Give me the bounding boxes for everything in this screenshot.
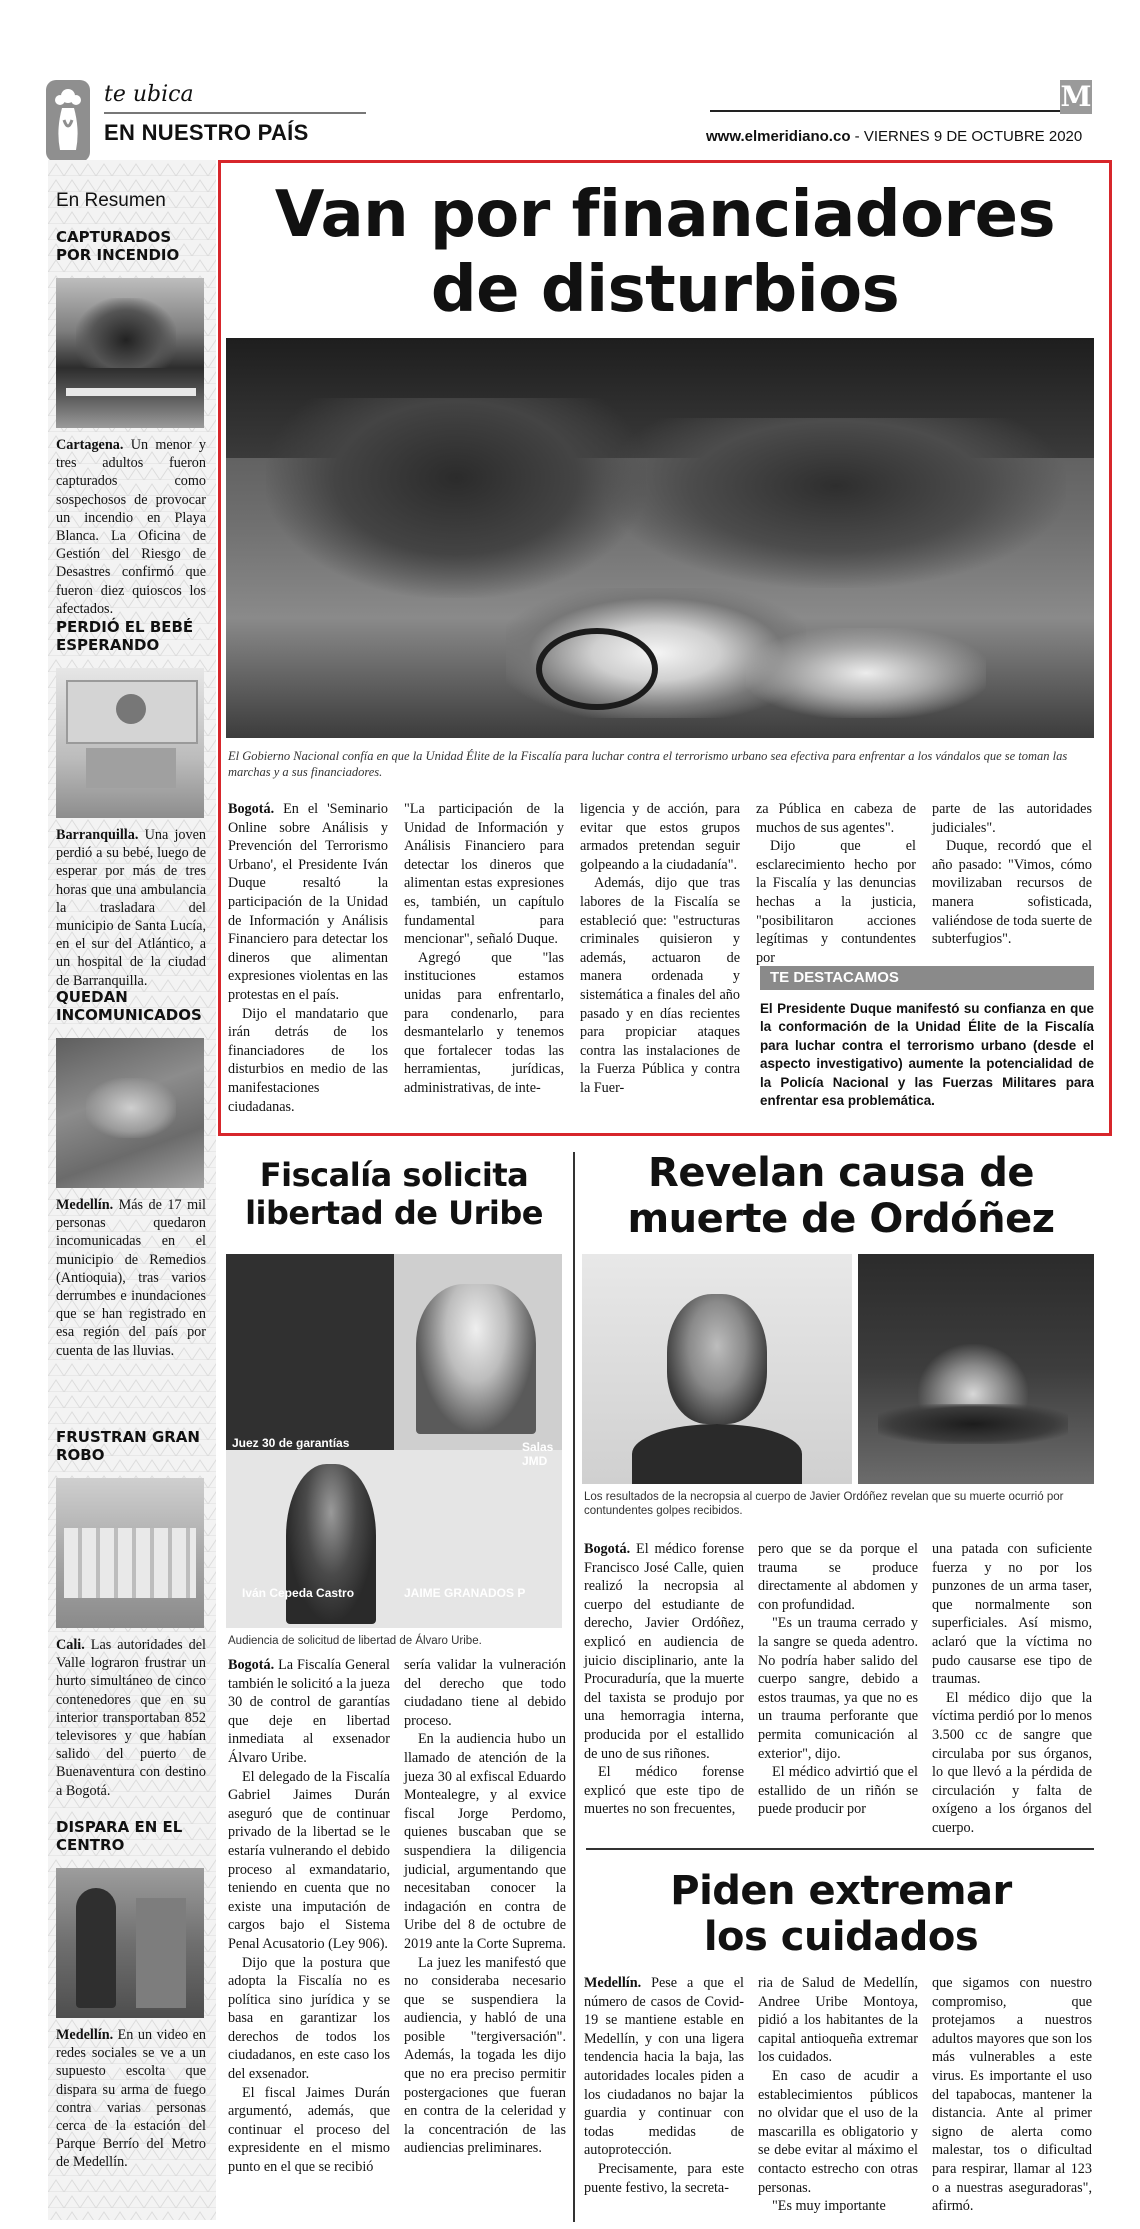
highlight-text: El Presidente Duque manifestó su confianza en que la conformación de la Unidad Élite de la Fiscalía para luchar contra el terrorismo urbano (desde el aspecto investigativo) aumente la potencialidad de la Policía Nacional y las Fuerzas Militares para enfrentar esa problemática.: [760, 1001, 1094, 1109]
uribe-headline-line1: Fiscalía solicita: [259, 1156, 529, 1194]
riot-photo: [226, 338, 1094, 738]
cuidados-col-3: que sigamos con nuestro compromiso, que protejamos a nuestros adultos mayores que son los más vulnerables a este virus. Es importante el uso del tapabocas, mantener la distancia. Ante al primer signo de alerta como malestar, tos o dificultad para respirar, llamar al 123 o a nuestras aseguradoras", afirmó.: [932, 1975, 1092, 2215]
sidebar-heading-robo: FRUSTRAN GRAN ROBO: [56, 1428, 200, 1464]
cuidados-col-1: Medellín. Pese a que el número de casos de Covid-19 se mantiene estable en Medellín, y con una ligera tendencia hacia la baja, las autoridades locales piden a los ciudadanos no bajar la guardia y continuar con todas medidas de autoprotección. Precisamente, para este puente festivo, la secreta-: [584, 1975, 744, 2196]
sidebar-text-dispara: Medellín. En un video en redes sociales se ve a un supuesto escolta que dispara su arma de fuego contra varias personas cerca de la estación del Parque Berrío del Metro de Medellín.: [56, 2027, 206, 2171]
sidebar-heading-capturados: CAPTURADOS POR INCENDIO: [56, 228, 180, 264]
video-label-room: Salas JMD: [522, 1440, 554, 1468]
ordonez-headline-line1: Revelan causa de: [648, 1150, 1034, 1196]
sidebar-text-incomunicados: Medellín. Más de 17 mil personas quedaron incomunicadas en el municipio de Remedios (Antioquia), tras varios derrumbes e inundaciones que se han registrado en esa región del país por cuenta de las lluvias.: [56, 1197, 206, 1359]
website-link[interactable]: www.elmeridiano.co: [706, 128, 851, 145]
main-col-4: za Pública en cabeza de muchos de sus agentes". Dijo que el esclarecimiento hecho por la Fiscalía y las denuncias hechas a la justicia, "posibilitaron acciones legítimas y contundentes por: [756, 801, 916, 966]
dateline: [706, 128, 1082, 145]
uribe-col-2: sería validar la vulneración del derecho que todo ciudadano tiene al debido proceso. En la audiencia hubo un llamado de atención de la jueza 30 al exfiscal Eduardo Montealegre, y al exvice fiscal Jorge Perdomo, quienes buscaban que se suspendiera la diligencia judicial, argumentando que necesitaban conocer la indagación en contra de Uribe del 8 de octubre de 2019 ante la Corte Suprema. La juez les manifestó que no consideraba necesario que se suspendiera la audiencia, y habló de una posible "tergiversación". Además, la togada les dijo que no era preciso permitir postergaciones que fueran en contra de la celeridad y la concentración de las audiencias preliminares.: [404, 1657, 566, 2157]
main-photo-caption: El Gobierno Nacional confía en que la Unidad Élite de la Fiscalía para luchar contra el terrorismo urbano sea efectiva para enfrentar a los vándalos que se toman las marchas y a sus financiadores.: [228, 749, 1068, 779]
column-divider: [573, 1152, 575, 2222]
sidebar-heading-bebe: PERDIÓ EL BEBÉ ESPERANDO: [56, 618, 194, 654]
main-col-5: parte de las autoridades judiciales". Duque, recordó que el año pasado: "Vimos, cómo movilizaban recursos de manera sofisticada, valiéndose de toda suerte de subterfugios".: [932, 801, 1092, 948]
video-label-judge: Juez 30 de garantías: [232, 1436, 350, 1450]
video-label-cepeda: Iván Cepeda Castro: [242, 1586, 355, 1600]
sidebar-text-bebe: Barranquilla. Una joven perdió a su bebé, luego de esperar por más de tres horas que una ambulancia la trasladara del municipio de Santa Lucía, en el sur del Atlántico, a un hospital de la ciudad de Barranquilla.: [56, 827, 206, 989]
cuidados-col-2: ria de Salud de Medellín, Andree Uribe Montoya, pidió a los habitantes de la capital antioqueña extremar los cuidados. En caso de acudir a establecimientos públicos no olvidar que el uso de la mascarilla es obligatorio y se debe evitar al máximo el contacto estrecho con otras personas. "Es muy importante: [758, 1975, 918, 2215]
sidebar-heading-dispara: DISPARA EN EL CENTRO: [56, 1818, 183, 1854]
sidebar-text-robo: Cali. Las autoridades del Valle lograron frustrar un hurto simultáneo de cinco contenedores que en su interior transportaban 852 televisores y que habían salido del puerto de Buenaventura con destino a Bogotá.: [56, 1637, 206, 1799]
sidebar-text-capturados: Cartagena. Un menor y tres adultos fueron capturados como sospechosos de provocar un incendio en Playa Blanca. La Oficina de Gestión del Riesgo de Desastres confirmó que fueron diez quioscos los afectados.: [56, 437, 206, 617]
masthead-logo: M: [1060, 80, 1092, 113]
main-headline-line1: Van por financiadores: [274, 178, 1056, 252]
main-col-1: Bogotá. En el 'Seminario Online sobre Análisis y Prevención del Terrorismo Urbano', el Presidente Iván Duque resaltó la participación de la Unidad de Información y Análisis Financiero para detectar los dineros que alimentan expresiones violentas en las protestas en el país. Dijo el mandatario que irán detrás de los financiadores de los disturbios en medio de las manifestaciones ciudadanas.: [228, 801, 388, 1115]
landslide-photo: [56, 1038, 204, 1188]
containers-photo: [56, 1478, 204, 1628]
ordonez-col-2: pero que se da porque el trauma se produce directamente al abdomen y con profundidad. "Es un trauma cerrado y la sangre se queda adentro. No podría haber salido del cuerpo sangre, debido a estos traumas, ya que no es un trauma perforante que permita comunicación al exterior", dijo. El médico advirtió que el estallido de un riñón se puede producir por: [758, 1541, 918, 1818]
uribe-col-1: Bogotá. La Fiscalía General también le solicitó a la jueza 30 de control de garantías que deje en libertad inmediata al exsenador Álvaro Uribe. El delegado de la Fiscalía Gabriel Jaimes Durán aseguró que de continuar privado de la libertad se le estaría vulnerando el debido proceso al exmandatario, teniendo en cuenta que no existe una imputación de cargos bajo el Sistema Penal Acusatorio (Ley 906). Dijo que la postura que adopta la Fiscalía no es política sino jurídica y se basa en garantizar los derechos de todos los ciudadanos, en este caso los del exsenador. El fiscal Jaimes Durán argumentó, además, que continuar el proceso del expresidente en el mismo punto en el que se recibió: [228, 1657, 390, 2176]
header-rule-left: [104, 112, 366, 114]
cuidados-headline-line2: los cuidados: [703, 1914, 979, 1960]
main-headline-line2: de disturbios: [430, 253, 900, 327]
section-logo-icon: [46, 80, 90, 162]
hearing-videoconference-photo: [226, 1254, 562, 1628]
cuidados-headline-line1: Piden extremar: [670, 1868, 1012, 1914]
ordonez-headline-line2: muerte de Ordóñez: [627, 1196, 1055, 1242]
highlight-label: TE DESTACAMOS: [770, 969, 899, 986]
ordonez-photo-caption: Los resultados de la necropsia al cuerpo de Javier Ordóñez revelan que su muerte ocurrió por contundentes golpes recibidos.: [584, 1491, 1064, 1517]
section-kicker: te ubica: [104, 82, 194, 107]
issue-date: - VIERNES 9 DE OCTUBRE 2020: [850, 128, 1083, 145]
main-col-2: "La participación de la Unidad de Información y Análisis Financiero para detectar los dineros que alimentan estas expresiones es, también, un capítulo fundamental para mencionar", señaló Duque. Agregó que "las instituciones estamos unidas para enfrentarlo, para condenarlo, para desmantelarlo y tenemos que fortalecer todas las herramientas, jurídicas, administrativas, de inte-: [404, 801, 564, 1096]
uribe-photo-caption: Audiencia de solicitud de libertad de Álvaro Uribe.: [228, 1635, 482, 1647]
ordonez-col-1: Bogotá. El médico forense Francisco José Calle, quien realizó la necropsia al cuerpo del estudiante de derecho, Javier Ordóñez, explicó en audiencia de juicio disciplinario, ante la Procuraduría, que la muerte del taxista se produjo por una hemorragia interna, producida por el estallido de uno de sus riñones. El médico forense explicó que este tipo de muertes no son frecuentes,: [584, 1541, 744, 1818]
shooter-photo: [56, 1868, 204, 2018]
video-label-granados: JAIME GRANADOS P: [404, 1586, 526, 1600]
ordonez-col-3: una patada con suficiente fuerza y no por los punzones de un arma taser, que normalmente son superficiales. Así mismo, aclaró que la víctima no pudo causarse ese tipo de traumas. El médico dijo que la víctima perdió por lo menos 3.500 cc de sangre que circulaba por sus órganos, lo que llevó a la pérdida de circulación y falta de oxígeno a los órganos del cuerpo.: [932, 1541, 1092, 1836]
ordonez-portrait-photo: [582, 1254, 852, 1484]
main-col-3: ligencia y de acción, para evitar que estos grupos armados pretendan seguir golpeando a la ciudadanía". Además, dijo que tras labores de la Fiscalía se estableció que: "estructuras criminales quisieron y además, actuaron de manera ordenada y sistemática a finales del año pasado y en días recientes para propiciar ataques contra las instalaciones de la Fuerza Pública y contra la Fuer-: [580, 801, 740, 1096]
sidebar-heading-incomunicados: QUEDAN INCOMUNICADOS: [56, 988, 202, 1024]
uribe-headline-line2: libertad de Uribe: [245, 1194, 543, 1232]
ambulance-photo: [56, 668, 204, 818]
story-divider: [586, 1848, 1094, 1850]
section-title: EN NUESTRO PAÍS: [104, 120, 309, 145]
police-arrest-photo: [858, 1254, 1094, 1484]
sidebar-title: En Resumen: [56, 190, 166, 211]
header-rule-right: [710, 110, 1088, 112]
fire-photo: [56, 278, 204, 428]
highlight-label-box: [760, 966, 1094, 990]
